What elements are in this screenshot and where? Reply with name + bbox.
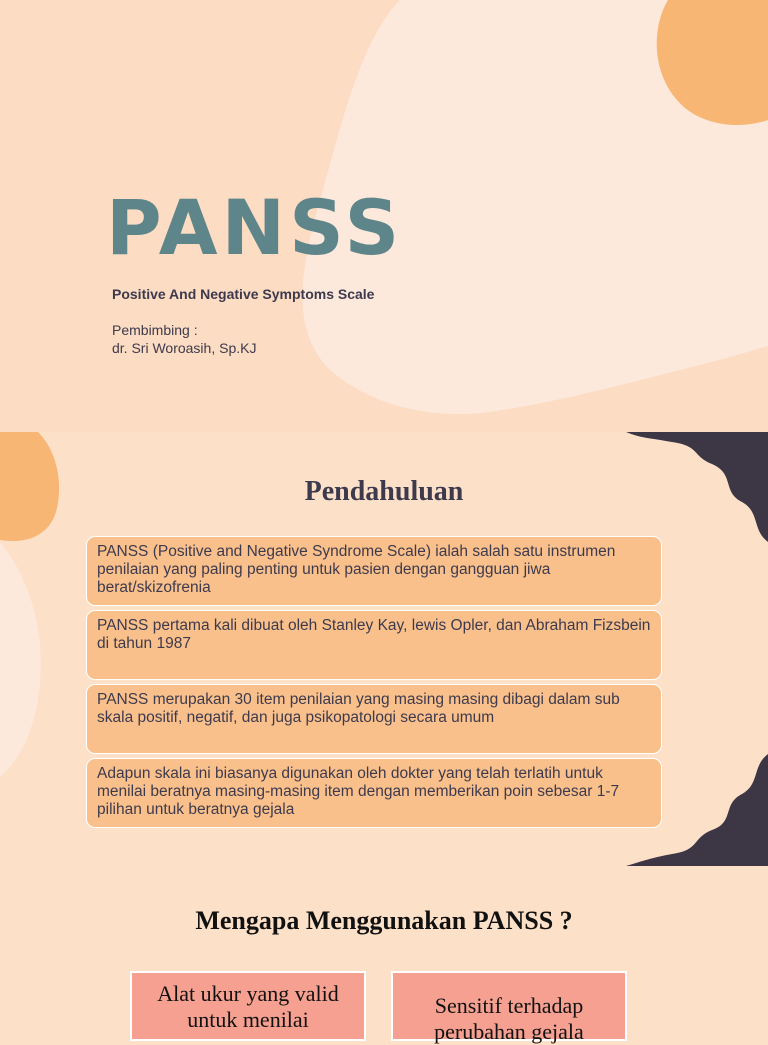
info-card: PANSS (Positive and Negative Syndrome Scale) ialah salah satu instrumen penilaian yang paling penting untuk pasien dengan gangguan jiwa berat/skizofrenia	[86, 536, 662, 606]
title-slide	[0, 0, 768, 432]
supervisor-name: dr. Sri Woroasih, Sp.KJ	[112, 340, 256, 356]
intro-slide	[0, 432, 768, 866]
page-title: PANSS	[106, 190, 403, 266]
section-heading: Mengapa Menggunakan PANSS ?	[0, 906, 768, 936]
supervisor-label: Pembimbing :	[112, 322, 198, 338]
reason-box: Alat ukur yang valid untuk menilai	[130, 971, 366, 1041]
info-card: PANSS pertama kali dibuat oleh Stanley Kay, lewis Opler, dan Abraham Fizsbein di tahun 1987	[86, 610, 662, 680]
light-blob-left	[0, 542, 41, 777]
section-heading: Pendahuluan	[0, 476, 768, 508]
subtitle: Positive And Negative Symptoms Scale	[112, 286, 374, 302]
info-card: Adapun skala ini biasanya digunakan oleh dokter yang telah terlatih untuk menilai beratnya masing-masing item dengan memberikan poin sebesar 1-7 pilihan untuk beratnya gejala	[86, 758, 662, 828]
why-slide	[0, 866, 768, 1024]
reason-box: Sensitif terhadap perubahan gejala	[391, 971, 627, 1041]
info-card: PANSS merupakan 30 item penilaian yang masing masing dibagi dalam sub skala positif, negatif, dan juga psikopatologi secara umum	[86, 684, 662, 754]
